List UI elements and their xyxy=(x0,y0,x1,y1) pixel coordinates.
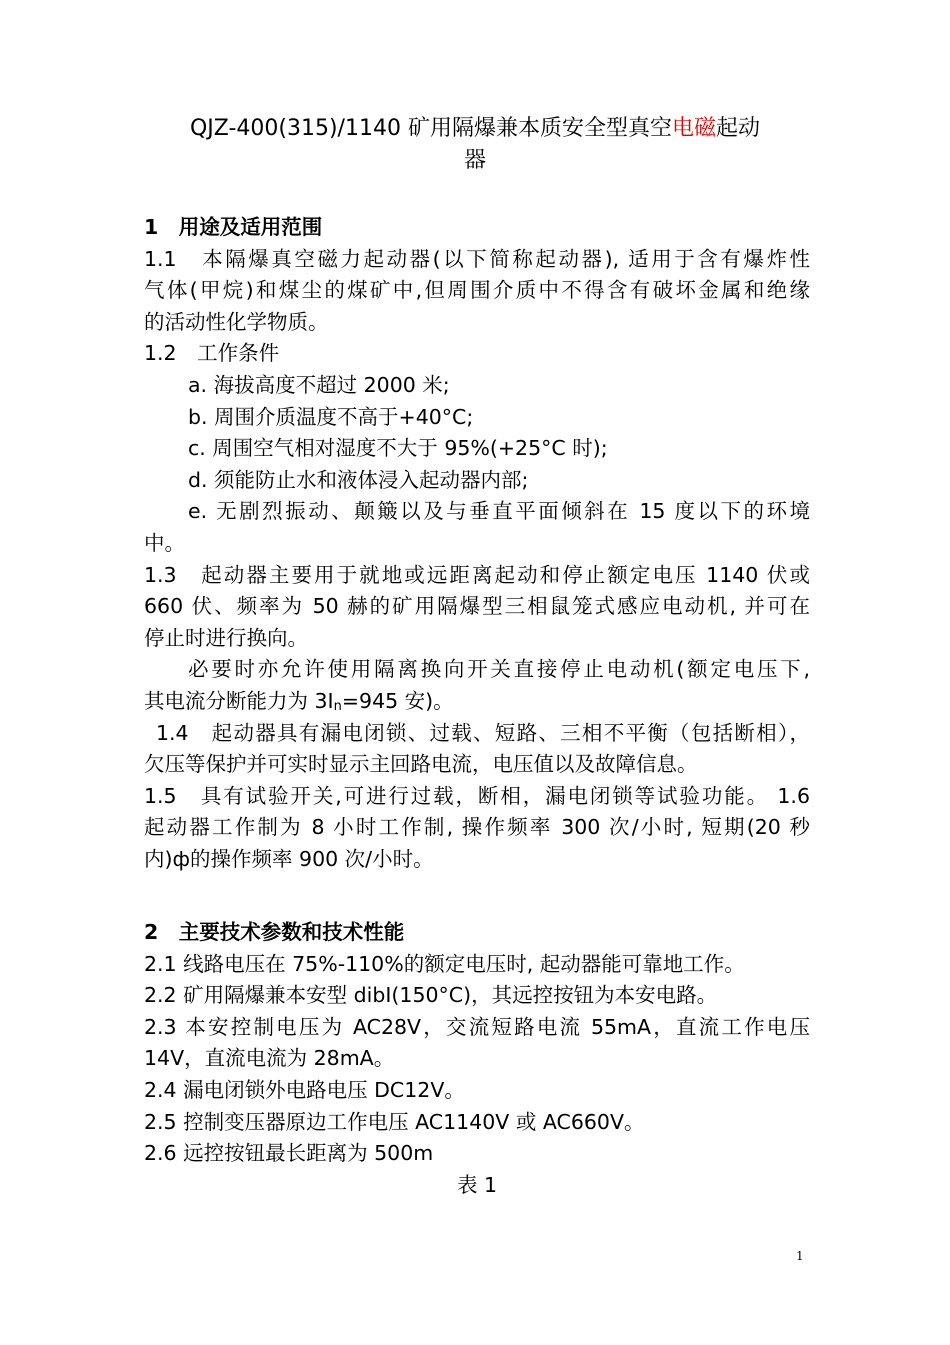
title-text-red: 电磁 xyxy=(671,116,716,141)
paragraph-line xyxy=(144,686,810,718)
subscript-n: n xyxy=(333,698,342,714)
section-2 xyxy=(144,917,810,1201)
title-text-part2: 起动 xyxy=(715,116,760,141)
paragraph-line: 起动器工作制为 8 小时工作制, 操作频率 300 次/小时, 短期(20 秒 xyxy=(144,815,810,840)
title-text-line2: 器 xyxy=(463,148,486,173)
condition-item-d: d. 须能防止水和液体浸入起动器内部; xyxy=(188,467,529,492)
condition-item-a: a. 海拔高度不超过 2000 米; xyxy=(188,372,450,397)
spec-line: 2.6 远控按钮最长距离为 500m xyxy=(144,1141,434,1166)
current-text: 其电流分断能力为 3I xyxy=(144,688,334,713)
paragraph-line: 1.4 起动器具有漏电闭锁、过载、短路、三相不平衡（包括断相）， xyxy=(156,720,810,745)
section-1-heading: 1 用途及适用范围 xyxy=(144,215,323,239)
paragraph-line: 停止时进行换向。 xyxy=(144,625,308,650)
paragraph-line: 中。 xyxy=(144,530,185,555)
paragraph-line: 1.2 工作条件 xyxy=(144,341,280,366)
paragraph-line: 欠压等保护并可实时显示主回路电流，电压值以及故障信息。 xyxy=(144,752,698,777)
condition-item-c: c. 周围空气相对湿度不大于 95%(+25°C 时); xyxy=(188,436,608,461)
spec-line: 2.2 矿用隔爆兼本安型 dibI(150°C)，其远控按钮为本安电路。 xyxy=(144,983,718,1008)
paragraph-line: 1.3 起动器主要用于就地或远距离起动和停止额定电压 1140 伏或 xyxy=(144,562,810,587)
paragraph-line: 1.5 具有试验开关,可进行过载，断相，漏电闭锁等试验功能。 1.6 xyxy=(144,783,810,808)
condition-item-b: b. 周围介质温度不高于+40°C; xyxy=(188,404,474,429)
spec-line: 2.4 漏电闭锁外电路电压 DC12V。 xyxy=(144,1077,465,1102)
condition-item-e: e. 无剧烈振动、颠簸以及与垂直平面倾斜在 15 度以下的环境 xyxy=(188,499,810,524)
section-2-heading: 2 主要技术参数和技术性能 xyxy=(144,920,405,944)
page-number: 1 xyxy=(796,1249,804,1263)
current-value: =945 安)。 xyxy=(341,688,454,713)
paragraph-line: 气体(甲烷)和煤尘的煤矿中,但周围介质中不得含有破坏金属和绝缘 xyxy=(144,278,810,303)
paragraph-line: 660 伏、频率为 50 赫的矿用隔爆型三相鼠笼式感应电动机, 并可在 xyxy=(144,594,810,619)
paragraph-line: 的活动性化学物质。 xyxy=(144,309,329,334)
spec-line: 14V，直流电流为 28mA。 xyxy=(144,1046,395,1071)
table-caption: 表 1 xyxy=(456,1172,498,1197)
title-text-part1: QJZ-400(315)/1140 矿用隔爆兼本质安全型真空 xyxy=(189,116,672,141)
paragraph-line: 内)ф的操作频率 900 次/小时。 xyxy=(144,846,434,871)
spec-line: 2.5 控制变压器原边工作电压 AC1140V 或 AC660V。 xyxy=(144,1109,645,1134)
spec-line: 2.3 本安控制电压为 AC28V，交流短路电流 55mA，直流工作电压 xyxy=(144,1014,810,1039)
paragraph-line: 必要时亦允许使用隔离换向开关直接停止电动机(额定电压下, xyxy=(188,657,810,682)
paragraph-line: 1.1 本隔爆真空磁力起动器(以下简称起动器), 适用于含有爆炸性 xyxy=(144,246,810,271)
section-1 xyxy=(144,212,810,875)
spec-line: 2.1 线路电压在 75%-110%的额定电压时, 起动器能可靠地工作。 xyxy=(144,951,745,976)
document-title xyxy=(144,113,806,177)
